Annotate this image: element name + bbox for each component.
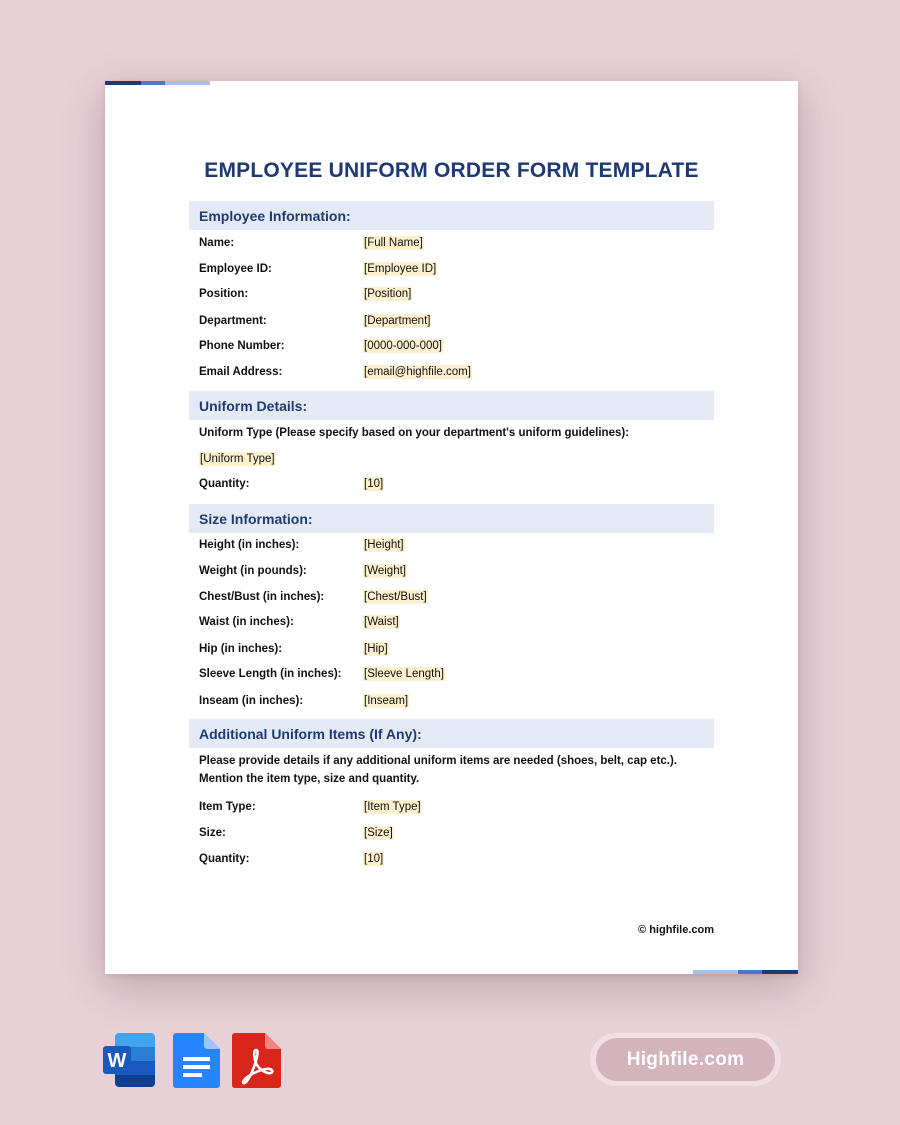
- field-row-waist: [199, 611, 714, 633]
- field-value[interactable]: [Full Name]: [364, 237, 423, 249]
- field-value[interactable]: [10]: [364, 478, 384, 490]
- highfile-badge-label: Highfile.com: [596, 1038, 775, 1081]
- field-value[interactable]: [Employee ID]: [364, 263, 437, 275]
- field-row-phone: [199, 335, 714, 357]
- field-label: Chest/Bust (in inches):: [199, 591, 325, 603]
- field-label: Hip (in inches):: [199, 643, 283, 655]
- field-value[interactable]: [10]: [364, 853, 384, 865]
- field-row-weight: [199, 560, 714, 582]
- document-title: EMPLOYEE UNIFORM ORDER FORM TEMPLATE: [204, 159, 699, 182]
- additional-items-instruction: Please provide details if any additional uniform items are needed (shoes, belt, cap etc.). Mention the item type, size and quantity.: [199, 755, 678, 785]
- field-row-email: [199, 361, 714, 383]
- field-label: Item Type:: [199, 801, 256, 813]
- field-value[interactable]: [Weight]: [364, 565, 406, 577]
- highfile-badge[interactable]: [590, 1033, 781, 1086]
- field-label: Phone Number:: [199, 340, 285, 352]
- field-row-hip: [199, 638, 714, 660]
- field-value[interactable]: [Inseam]: [364, 695, 409, 707]
- copyright-text: © highfile.com: [638, 924, 714, 936]
- field-label: Employee ID:: [199, 263, 272, 275]
- field-row-position: [199, 283, 714, 305]
- field-value[interactable]: [Height]: [364, 539, 404, 551]
- field-label: Email Address:: [199, 366, 283, 378]
- section-heading-additional: Additional Uniform Items (If Any):: [189, 719, 714, 748]
- field-value[interactable]: [Waist]: [364, 616, 399, 628]
- field-row-item-quantity: [199, 848, 714, 870]
- field-value[interactable]: [Size]: [364, 827, 393, 839]
- field-row-uniform-quantity: [199, 473, 714, 495]
- bottom-accent-bar: [693, 970, 798, 974]
- word-icon[interactable]: [101, 1030, 157, 1090]
- pdf-icon[interactable]: [229, 1030, 285, 1090]
- google-docs-icon[interactable]: [170, 1030, 226, 1090]
- field-row-name: [199, 232, 714, 254]
- field-value[interactable]: [Chest/Bust]: [364, 591, 427, 603]
- field-label: Waist (in inches):: [199, 616, 294, 628]
- field-value[interactable]: [Hip]: [364, 643, 388, 655]
- field-row-item-type: [199, 796, 714, 818]
- field-label: Height (in inches):: [199, 539, 300, 551]
- field-label: Size:: [199, 827, 226, 839]
- field-label: Department:: [199, 315, 267, 327]
- document-page: [105, 81, 798, 974]
- field-row-chest: [199, 586, 714, 608]
- field-value[interactable]: [Item Type]: [364, 801, 421, 813]
- field-value[interactable]: [0000-000-000]: [364, 340, 443, 352]
- field-label: Inseam (in inches):: [199, 695, 304, 707]
- section-heading-size: Size Information:: [189, 504, 714, 533]
- word-letter: W: [107, 1050, 127, 1072]
- field-value[interactable]: [Sleeve Length]: [364, 668, 444, 680]
- uniform-type-instruction: Uniform Type (Please specify based on your department's uniform guidelines):: [199, 427, 630, 439]
- field-label: Name:: [199, 237, 235, 249]
- field-row-uniform-type: [199, 448, 714, 470]
- field-row-department: [199, 310, 714, 332]
- field-row-inseam: [199, 690, 714, 712]
- field-label: Position:: [199, 288, 249, 300]
- top-accent-bar: [105, 81, 210, 85]
- field-row-height: [199, 534, 714, 556]
- field-row-employee-id: [199, 258, 714, 280]
- field-value[interactable]: [email@highfile.com]: [364, 366, 471, 378]
- field-row-item-size: [199, 822, 714, 844]
- field-label: Quantity:: [199, 478, 250, 490]
- section-heading-uniform: Uniform Details:: [189, 391, 714, 420]
- field-label: Quantity:: [199, 853, 250, 865]
- field-value[interactable]: [Position]: [364, 288, 412, 300]
- field-row-sleeve: [199, 663, 714, 685]
- section-heading-employee: Employee Information:: [189, 201, 714, 230]
- field-label: Sleeve Length (in inches):: [199, 668, 342, 680]
- field-label: Weight (in pounds):: [199, 565, 307, 577]
- field-value[interactable]: [Uniform Type]: [200, 453, 275, 465]
- field-value[interactable]: [Department]: [364, 315, 431, 327]
